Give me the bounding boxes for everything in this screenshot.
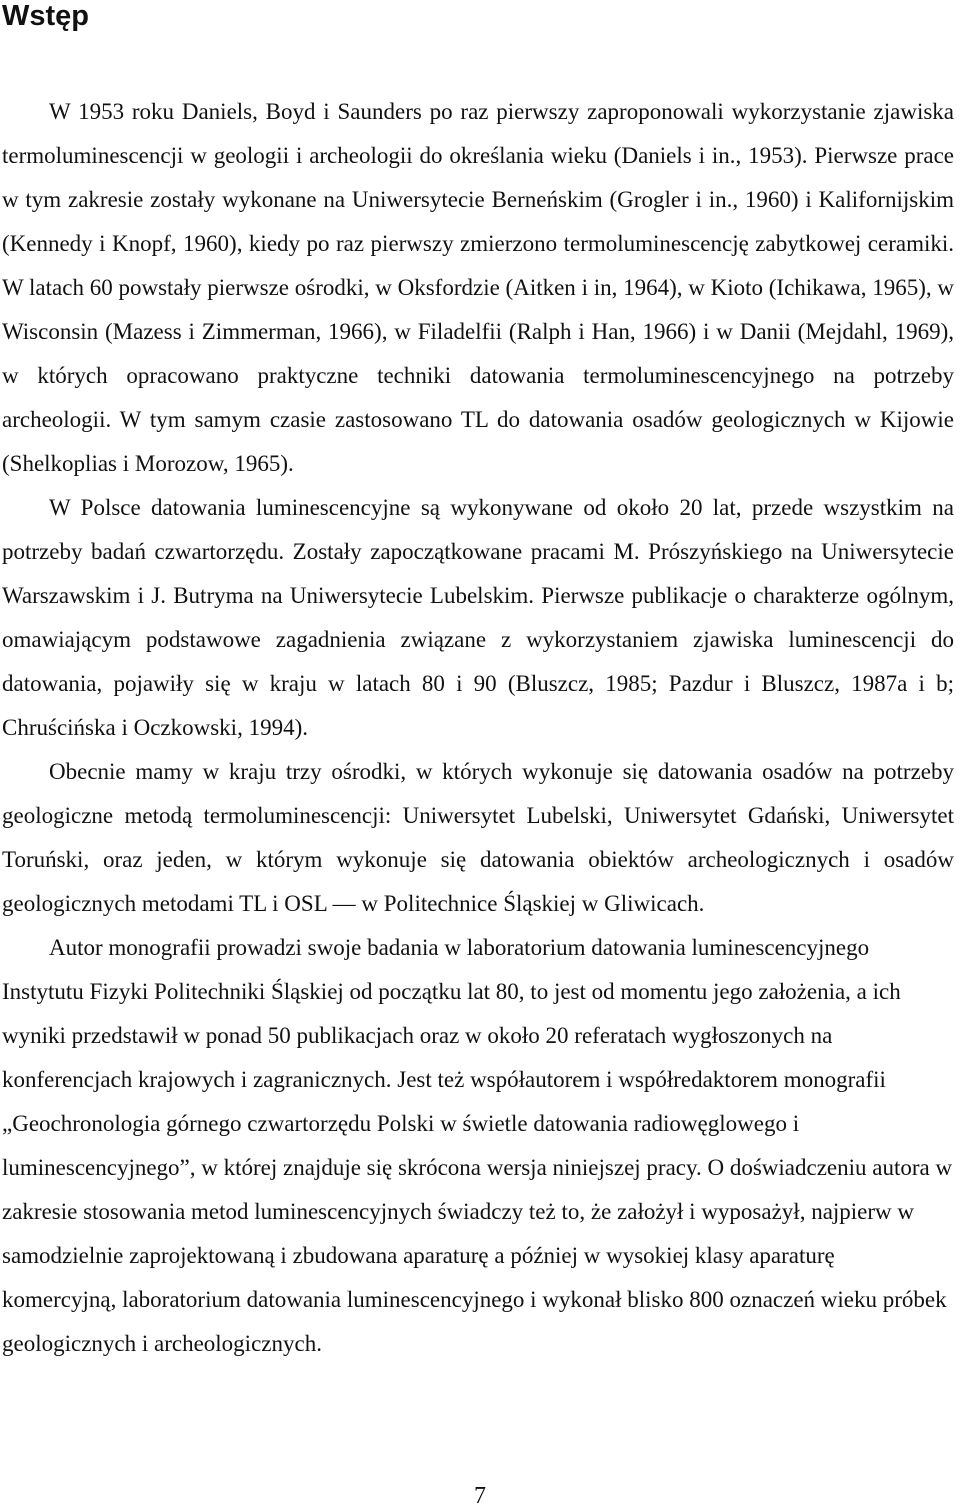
paragraph-poland: W Polsce datowania luminescencyjne są wykonywane od około 20 lat, przede wszystkim na potrzeby badań czwartorzędu. Zostały zapoczątkowane pracami M. Prószyńskiego na Uniwersytecie Warszawskim i J. Butryma na Uniwersytecie Lubelskim. Pierwsze publikacje o charakterze ogólnym, omawiającym podstawowe zagadnienia związane z wykorzystaniem zjawiska luminescencji do datowania, pojawiły się w kraju w latach 80 i 90 (Bluszcz, 1985; Pazdur i Bluszcz, 1987a i b; Chruścińska i Oczkowski, 1994).	[2, 495, 954, 740]
section-heading: Wstęp	[2, 0, 89, 32]
page-number: 7	[474, 1483, 486, 1509]
paragraph-history: W 1953 roku Daniels, Boyd i Saunders po raz pierwszy zaproponowali wykorzystanie zjawiska termoluminescencji w geologii i archeologii do określania wieku (Daniels i in., 1953). Pierwsze prace w tym zakresie zostały wykonane na Uniwersytecie Berneńskim (Grogler i in., 1960) i Kalifornijskim (Kennedy i Knopf, 1960), kiedy po raz pierwszy zmierzono termoluminescencję zabytkowej ceramiki. W latach 60 powstały pierwsze ośrodki, w Oksfordzie (Aitken i in, 1964), w Kioto (Ichikawa, 1965), w Wisconsin (Mazess i Zimmerman, 1966), w Filadelfii (Ralph i Han, 1966) i w Danii (Mejdahl, 1969), w których opracowano praktyczne techniki datowania termoluminescencyjnego na potrzeby archeologii. W tym samym czasie zastosowano TL do datowania osadów geologicznych w Kijowie (Shelkoplias i Morozow, 1965).	[2, 99, 954, 476]
paragraph-centres: Obecnie mamy w kraju trzy ośrodki, w których wykonuje się datowania osadów na potrzeby geologiczne metodą termoluminescencji: Uniwersytet Lubelski, Uniwersytet Gdański, Uniwersytet Toruński, oraz jeden, w którym wykonuje się datowania obiektów archeologicznych i osadów geologicznych metodami TL i OSL — w Politechnice Śląskiej w Gliwicach.	[2, 759, 954, 916]
paragraph-author: Autor monografii prowadzi swoje badania w laboratorium datowania luminescencyjnego Instytutu Fizyki Politechniki Śląskiej od początku lat 80, to jest od momentu jego założenia, a ich wyniki przedstawił w ponad 50 publikacjach oraz w około 20 referatach wygłoszonych na konferencjach krajowych i zagranicznych. Jest też współautorem i współredaktorem monografii „Geochronologia górnego czwartorzędu Polski w świetle datowania radiowęglowego i luminescencyjnego”, w której znajduje się skrócona wersja niniejszej pracy. O doświadczeniu autora w zakresie stosowania metod luminescencyjnych świadczy też to, że założył i wyposażył, najpierw w samodzielnie zaprojektowaną i zbudowana aparaturę a później w wysokiej klasy aparaturę komercyjną, laboratorium datowania luminescencyjnego i wykonał blisko 800 oznaczeń wieku próbek geologicznych i archeologicznych.	[2, 935, 953, 1356]
body-text	[2, 90, 954, 1366]
